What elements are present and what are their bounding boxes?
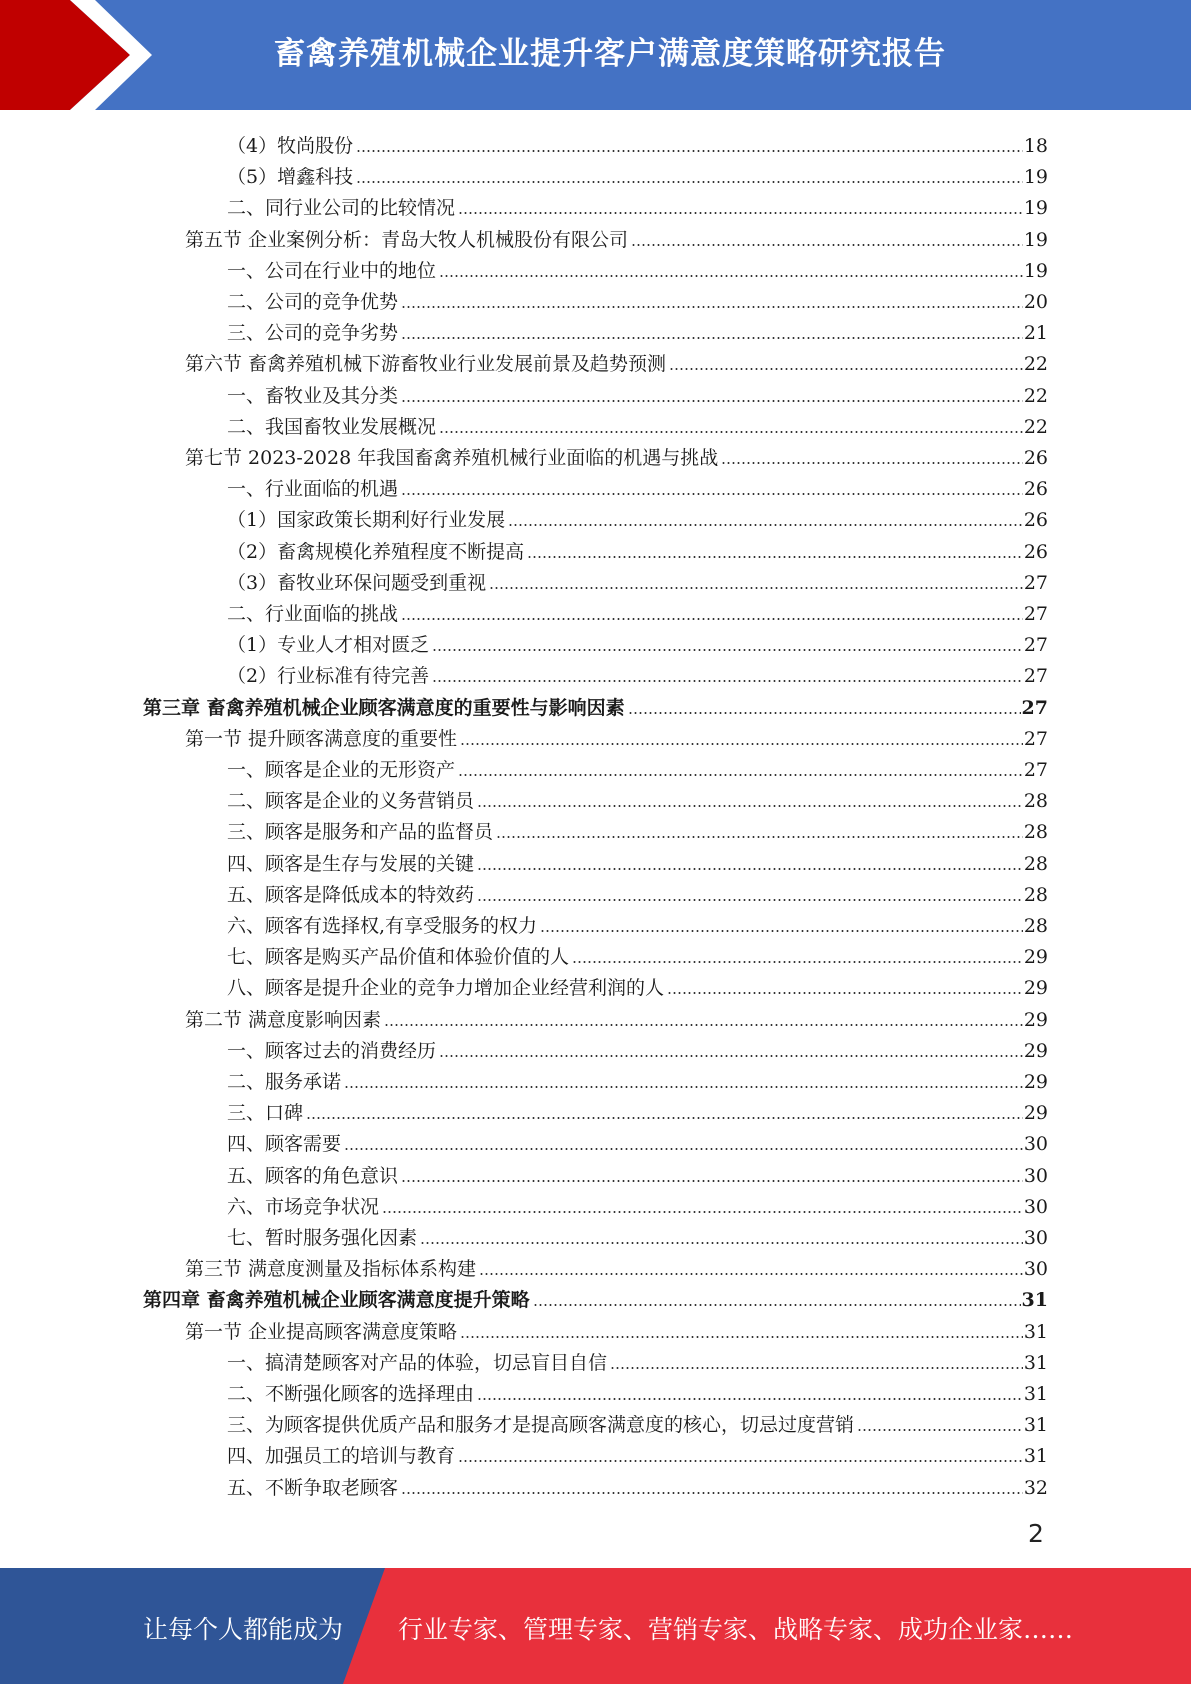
toc-entry-page: 26 [1023, 447, 1048, 469]
toc-dot-leader [477, 1398, 1023, 1400]
toc-entry[interactable] [227, 1157, 1048, 1188]
toc-entry-page: 22 [1023, 384, 1048, 407]
toc-entry-page: 28 [1023, 883, 1048, 906]
toc-entry-page: 31 [1023, 1320, 1048, 1343]
toc-entry-title: 二、我国畜牧业发展概况 [227, 415, 437, 438]
toc-entry[interactable] [227, 782, 1048, 813]
toc-entry-title: 二、行业面临的挑战 [227, 603, 399, 625]
toc-dot-leader [401, 1180, 1023, 1182]
toc-entry-page: 31 [1023, 1414, 1048, 1437]
toc-entry[interactable] [227, 751, 1048, 782]
toc-dot-leader [489, 587, 1023, 589]
toc-entry[interactable] [227, 470, 1048, 501]
toc-entry-page: 18 [1023, 135, 1048, 157]
toc-entry-page: 19 [1023, 259, 1048, 282]
toc-dot-leader [439, 431, 1023, 433]
toc-dot-leader [401, 493, 1023, 495]
toc-entry-page: 19 [1023, 197, 1048, 220]
toc-entry-page: 28 [1023, 821, 1048, 844]
toc-entry-title: 四、顾客需要 [227, 1133, 342, 1156]
toc-entry[interactable] [227, 907, 1048, 938]
toc-entry-title: 第一节 提升顾客满意度的重要性 [185, 727, 458, 750]
toc-entry[interactable] [185, 1313, 1048, 1344]
toc-dot-leader [382, 1211, 1023, 1213]
toc-entry-page: 31 [1023, 1383, 1048, 1405]
toc-dot-leader [432, 680, 1023, 682]
toc-entry-page: 27 [1023, 759, 1048, 781]
toc-entry[interactable] [143, 1281, 1048, 1312]
toc-dot-leader [306, 1117, 1023, 1119]
toc-dot-leader [458, 774, 1023, 776]
toc-entry-page: 27 [1023, 634, 1048, 657]
toc-entry[interactable] [227, 1406, 1048, 1437]
toc-entry-page: 19 [1023, 228, 1048, 251]
toc-entry-page: 20 [1023, 291, 1048, 313]
toc-dot-leader [344, 1086, 1023, 1088]
toc-entry[interactable] [227, 969, 1048, 1000]
toc-entry-title: 五、顾客是降低成本的特效药 [227, 883, 475, 906]
toc-entry[interactable] [227, 1032, 1048, 1063]
toc-entry-page: 22 [1023, 353, 1048, 376]
toc-entry[interactable] [227, 158, 1048, 189]
toc-dot-leader [721, 462, 1023, 464]
toc-entry-title: 八、顾客是提升企业的竞争力增加企业经营利润的人 [227, 977, 665, 1000]
toc-dot-leader [496, 836, 1023, 838]
toc-entry-title: 二、公司的竞争优势 [227, 291, 399, 313]
toc-entry-title: 第六节 畜禽养殖机械下游畜牧业行业发展前景及趋势预测 [185, 353, 667, 376]
toc-dot-leader [356, 150, 1023, 152]
toc-entry[interactable] [185, 345, 1048, 376]
toc-entry-title: 一、公司在行业中的地位 [227, 259, 437, 282]
page-number: 2 [1028, 1519, 1044, 1548]
toc-entry-title: 四、加强员工的培训与教育 [227, 1445, 456, 1468]
toc-entry[interactable] [143, 689, 1048, 720]
toc-entry-title: 一、顾客是企业的无形资产 [227, 759, 456, 781]
toc-entry-title: 三、为顾客提供优质产品和服务才是提高顾客满意度的核心，切忌过度营销 [227, 1414, 855, 1437]
toc-dot-leader [533, 1304, 1021, 1306]
toc-entry[interactable] [185, 720, 1048, 751]
toc-entry-page: 31 [1021, 1289, 1048, 1312]
toc-entry[interactable] [185, 221, 1048, 252]
toc-entry[interactable] [227, 813, 1048, 844]
toc-entry-title: （1）国家政策长期利好行业发展 [227, 509, 506, 532]
toc-entry[interactable] [227, 876, 1048, 907]
toc-entry-page: 29 [1023, 1039, 1048, 1062]
toc-entry-page: 30 [1023, 1195, 1048, 1218]
toc-entry-title: 一、畜牧业及其分类 [227, 384, 399, 407]
toc-entry-title: （1）专业人才相对匮乏 [227, 634, 430, 657]
toc-entry[interactable] [227, 1469, 1048, 1500]
toc-entry[interactable] [185, 1001, 1048, 1032]
toc-entry-page: 28 [1023, 852, 1048, 875]
toc-entry-page: 27 [1021, 696, 1048, 719]
toc-entry[interactable] [227, 283, 1048, 314]
toc-entry[interactable] [227, 252, 1048, 283]
toc-dot-leader [857, 1429, 1023, 1431]
toc-entry[interactable] [227, 1375, 1048, 1406]
toc-dot-leader [572, 961, 1023, 963]
toc-dot-leader [344, 1148, 1023, 1150]
toc-entry-page: 29 [1023, 946, 1048, 969]
toc-dot-leader [527, 556, 1023, 558]
toc-entry-title: 第五节 企业案例分析：青岛大牧人机械股份有限公司 [185, 228, 629, 251]
toc-entry-page: 31 [1023, 1445, 1048, 1468]
toc-entry-page: 28 [1023, 790, 1048, 813]
toc-entry[interactable] [227, 845, 1048, 876]
toc-entry-page: 30 [1023, 1164, 1048, 1187]
toc-entry-title: 六、市场竞争状况 [227, 1195, 380, 1218]
toc-entry-title: 四、顾客是生存与发展的关键 [227, 852, 475, 875]
toc-entry-title: 第四章 畜禽养殖机械企业顾客满意度提升策略 [143, 1289, 530, 1312]
toc-dot-leader [384, 1024, 1023, 1026]
footer-slogan-left: 让每个人都能成为 [143, 1615, 344, 1644]
toc-entry-page: 29 [1023, 1102, 1048, 1125]
page-footer [0, 1568, 1191, 1684]
toc-entry-page: 29 [1023, 977, 1048, 1000]
toc-entry-page: 19 [1023, 166, 1048, 189]
toc-entry-page: 27 [1023, 571, 1048, 594]
toc-entry-page: 21 [1023, 322, 1048, 345]
toc-dot-leader [477, 868, 1023, 870]
toc-entry-title: 一、行业面临的机遇 [227, 478, 399, 501]
toc-entry-title: 七、顾客是购买产品价值和体验价值的人 [227, 946, 570, 969]
toc-entry[interactable] [185, 439, 1048, 470]
toc-entry-title: 二、同行业公司的比较情况 [227, 197, 456, 220]
toc-entry-title: 一、搞清楚顾客对产品的体验，切忌盲目自信 [227, 1351, 608, 1374]
toc-entry-page: 27 [1023, 665, 1048, 688]
toc-entry-title: 一、顾客过去的消费经历 [227, 1039, 437, 1062]
report-title: 畜禽养殖机械企业提升客户满意度策略研究报告 [274, 36, 946, 72]
toc-dot-leader [460, 1336, 1023, 1338]
toc-entry-title: 三、口碑 [227, 1102, 304, 1125]
toc-entry[interactable] [227, 501, 1048, 532]
toc-entry[interactable] [227, 1344, 1048, 1375]
toc-entry-page: 22 [1023, 415, 1048, 438]
page-header [0, 0, 1191, 110]
toc-entry-title: 七、暂时服务强化因素 [227, 1227, 418, 1249]
toc-dot-leader [401, 1492, 1023, 1494]
toc-entry-page: 32 [1023, 1476, 1048, 1499]
toc-entry-title: 五、顾客的角色意识 [227, 1164, 399, 1187]
toc-entry-title: 三、公司的竞争劣势 [227, 322, 399, 345]
toc-entry[interactable] [227, 564, 1048, 595]
toc-dot-leader [458, 1460, 1023, 1462]
toc-entry-title: 六、顾客有选择权,有享受服务的权力 [227, 915, 538, 937]
toc-entry-title: 三、顾客是服务和产品的监督员 [227, 821, 494, 844]
toc-entry[interactable] [227, 595, 1048, 626]
toc-entry-title: 第三章 畜禽养殖机械企业顾客满意度的重要性与影响因素 [143, 696, 625, 719]
toc-dot-leader [439, 275, 1023, 277]
toc-entry-title: 第二节 满意度影响因素 [185, 1008, 382, 1031]
toc-entry[interactable] [227, 1188, 1048, 1219]
toc-entry-title: 第三节 满意度测量及指标体系构建 [185, 1258, 477, 1281]
toc-dot-leader [610, 1367, 1023, 1369]
toc-entry-title: 五、不断争取老顾客 [227, 1476, 399, 1499]
toc-entry-page: 26 [1023, 509, 1048, 532]
toc-dot-leader [460, 743, 1023, 745]
toc-entry[interactable] [227, 938, 1048, 969]
footer-slogan-right: 行业专家、管理专家、营销专家、战略专家、成功企业家…… [398, 1615, 1074, 1644]
toc-dot-leader [401, 618, 1023, 620]
toc-dot-leader [401, 306, 1023, 308]
toc-entry[interactable] [227, 533, 1048, 564]
toc-entry-page: 30 [1023, 1133, 1048, 1156]
toc-entry[interactable] [227, 1437, 1048, 1468]
toc-entry-title: （5）增鑫科技 [227, 166, 354, 189]
toc-entry-title: 二、顾客是企业的义务营销员 [227, 790, 475, 813]
toc-entry-title: （3）畜牧业环保问题受到重视 [227, 571, 487, 594]
toc-dot-leader [479, 1273, 1023, 1275]
toc-dot-leader [669, 368, 1023, 370]
toc-entry-title: （2）行业标准有待完善 [227, 665, 430, 688]
toc-entry-page: 28 [1023, 915, 1048, 937]
toc-entry[interactable] [227, 189, 1048, 220]
toc-entry[interactable] [227, 127, 1048, 158]
toc-dot-leader [628, 712, 1021, 714]
toc-dot-leader [477, 899, 1023, 901]
toc-dot-leader [667, 992, 1023, 994]
toc-entry[interactable] [227, 1125, 1048, 1156]
toc-entry-title: （2）畜禽规模化养殖程度不断提高 [227, 540, 525, 563]
toc-entry-page: 29 [1023, 1071, 1048, 1093]
toc-dot-leader [439, 1055, 1023, 1057]
toc-dot-leader [458, 212, 1023, 214]
toc-entry-title: 第七节 2023-2028 年我国畜禽养殖机械行业面临的机遇与挑战 [185, 447, 719, 469]
toc-entry[interactable] [227, 626, 1048, 657]
toc-entry-page: 26 [1023, 478, 1048, 501]
toc-dot-leader [356, 181, 1023, 183]
toc-entry[interactable] [227, 1219, 1048, 1250]
toc-entry-page: 27 [1023, 727, 1048, 750]
toc-entry-page: 30 [1023, 1227, 1048, 1249]
toc-entry[interactable] [227, 377, 1048, 408]
toc-dot-leader [477, 805, 1023, 807]
toc-entry-title: 二、服务承诺 [227, 1071, 342, 1093]
toc-entry-page: 29 [1023, 1008, 1048, 1031]
toc-entry[interactable] [227, 314, 1048, 345]
toc-entry-page: 26 [1023, 540, 1048, 563]
toc-entry-page: 27 [1023, 603, 1048, 625]
toc-entry-title: （4）牧尚股份 [227, 135, 354, 157]
toc-dot-leader [631, 244, 1023, 246]
toc-entry[interactable] [227, 657, 1048, 688]
toc-entry[interactable] [185, 1250, 1048, 1281]
toc-entry-page: 31 [1023, 1351, 1048, 1374]
toc-dot-leader [420, 1242, 1023, 1244]
toc-entry-page: 30 [1023, 1258, 1048, 1281]
toc-entry[interactable] [227, 1063, 1048, 1094]
toc-entry[interactable] [227, 408, 1048, 439]
toc-dot-leader [401, 400, 1023, 402]
toc-entry-title: 二、不断强化顾客的选择理由 [227, 1383, 475, 1405]
toc-entry[interactable] [227, 1094, 1048, 1125]
toc-entry-title: 第一节 企业提高顾客满意度策略 [185, 1320, 458, 1343]
toc-dot-leader [401, 337, 1023, 339]
toc-dot-leader [432, 649, 1023, 651]
toc-dot-leader [540, 930, 1023, 932]
toc-dot-leader [508, 524, 1023, 526]
